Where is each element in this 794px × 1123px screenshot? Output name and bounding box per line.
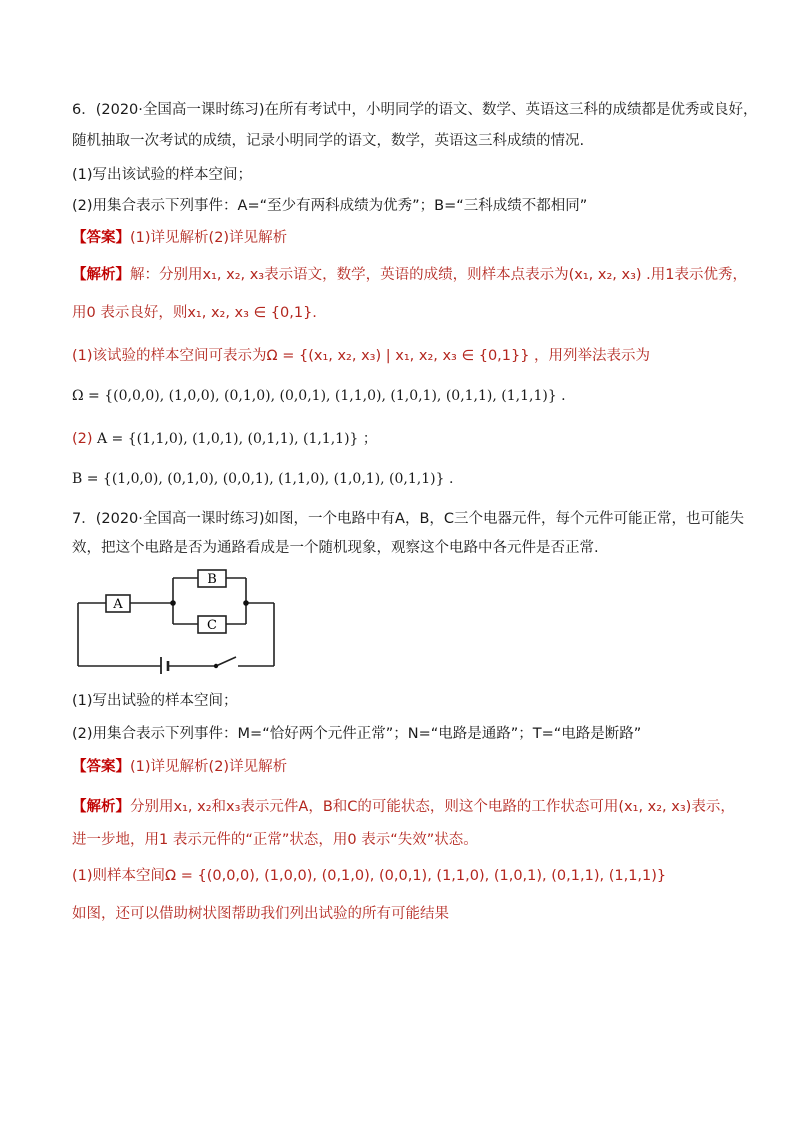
q7-analysis-text1: 分别用x₁, x₂和x₃表示元件A，B和C的可能状态，则这个电路的工作状态可用(x₁, x₂, x₃)表示，	[130, 799, 735, 815]
q6-sample-space-list: Ω = {(0,0,0), (1,0,0), (0,1,0), (0,0,1), (1,1,0), (1,0,1), (0,1,1), (1,1,1)} .	[72, 388, 566, 404]
q7-sub-question-1: (1)写出试验的样本空间；	[72, 693, 238, 709]
q7-answer-tag: 【答案】	[72, 759, 130, 775]
q6-answer-tag: 【答案】	[72, 230, 130, 246]
q6-sub-question-1: (1)写出该试验的样本空间；	[72, 167, 253, 183]
q6-event-a-set: A = {(1,1,0), (1,0,1), (0,1,1), (1,1,1)} ；	[92, 431, 377, 447]
switch-contact	[214, 664, 218, 668]
q7-sample-space: (1)则样本空间Ω = {(0,0,0), (1,0,0), (0,1,0), (0,0,1), (1,1,0), (1,0,1), (0,1,1), (1,1,1)}	[72, 868, 667, 884]
q6-answer	[72, 228, 732, 248]
junction-node-left	[170, 600, 176, 606]
q6-sub-question-2: (2)用集合表示下列事件：A=“至少有两科成绩为优秀”；B=“三科成绩不都相同”	[72, 198, 588, 214]
q7-tree-diagram-note: 如图，还可以借助树状图帮助我们列出试验的所有可能结果	[72, 906, 449, 922]
q6-event-b-set: B = {(1,0,0), (0,1,0), (0,0,1), (1,1,0), (1,0,1), (0,1,1)} .	[72, 471, 454, 487]
circuit-diagram	[76, 566, 280, 674]
q7-stem-line1: 7．(2020·全国高一课时练习)如图，一个电路中有A，B，C三个电器元件，每个元件可能正常，也可能失	[72, 511, 745, 527]
junction-node-right	[243, 600, 249, 606]
q6-analysis-text1: 解：分别用x₁, x₂, x₃表示语文，数学，英语的成绩，则样本点表示为(x₁, x₂, x₃) .用1表示优秀，	[130, 267, 747, 283]
q7-analysis-line2: 进一步地，用1 表示元件的“正常”状态，用0 表示“失效”状态。	[72, 832, 478, 848]
q6-stem-line2: 随机抽取一次考试的成绩，记录小明同学的语文，数学，英语这三科成绩的情况.	[72, 133, 585, 149]
q6-solution-2-label: (2)	[72, 431, 93, 447]
q7-answer-text: (1)详见解析(2)详见解析	[130, 759, 288, 775]
q6-stem-line1: 6．(2020·全国高一课时练习)在所有考试中，小明同学的语文、数学、英语这三科的成绩都是优秀或良好，	[72, 102, 758, 118]
q7-analysis-line1	[72, 797, 735, 817]
q7-analysis-tag: 【解析】	[72, 799, 130, 815]
q7-stem-line2: 效，把这个电路是否为通路看成是一个随机现象，观察这个电路中各元件是否正常.	[72, 540, 599, 556]
component-b-label: B	[207, 572, 217, 587]
q6-analysis-tag: 【解析】	[72, 267, 130, 283]
component-c-label: C	[207, 618, 217, 633]
q7-sub-question-2: (2)用集合表示下列事件：M=“恰好两个元件正常”；N=“电路是通路”；T=“电路是断路”	[72, 726, 642, 742]
q6-analysis-line2: 用0 表示良好，则x₁, x₂, x₃ ∈ {0,1}.	[72, 305, 317, 321]
component-a-label: A	[113, 597, 123, 612]
q6-event-a	[72, 429, 732, 449]
q6-answer-text: (1)详见解析(2)详见解析	[130, 230, 288, 246]
q7-answer	[72, 757, 732, 777]
switch-lever	[216, 657, 236, 666]
q6-analysis-line1	[72, 265, 747, 285]
q6-solution-1-line1: (1)该试验的样本空间可表示为Ω = {(x₁, x₂, x₃) | x₁, x₂, x₃ ∈ {0,1}} ，用列举法表示为	[72, 348, 651, 364]
